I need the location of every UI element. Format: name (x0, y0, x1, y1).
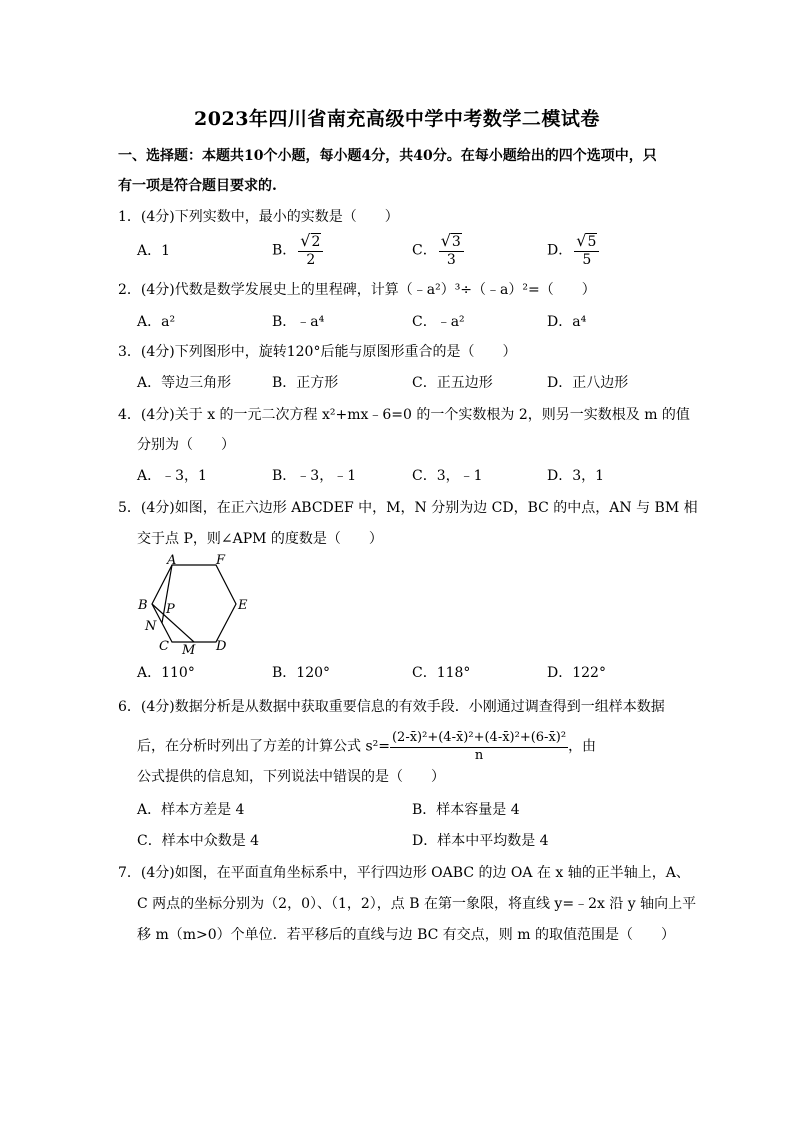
q5-stem-line1: 5．(4分)如图，在正六边形 ABCDEF 中，M，N 分别为边 CD，BC 的中点，AN 与 BM 相 (118, 500, 698, 516)
label-d: D (216, 639, 227, 654)
q2-option-c: C．﹣a² (412, 314, 465, 330)
q2-option-a: A．a² (137, 314, 176, 330)
label-c: C (159, 639, 169, 654)
q6-stem-line2-prefix: 后，在分析时列出了方差的计算公式 s²= (137, 738, 390, 755)
q6-stem-line1: 6．(4分)数据分析是从数据中获取重要信息的有效手段．小刚通过调查得到一组样本数据 (118, 699, 665, 715)
q5-stem-line2: 交于点 P，则∠APM 的度数是（ ） (137, 531, 383, 547)
q2-stem: 2．(4分)代数是数学发展史上的里程碑，计算（﹣a²）³÷（﹣a）²=（ ） (118, 282, 596, 298)
q1-b-radicand: 2 (311, 234, 321, 250)
label-p: P (166, 602, 175, 617)
q6-stem-line3: 公式提供的信息知，下列说法中错误的是（ ） (137, 769, 445, 785)
q1-stem: 1．(4分)下列实数中，最小的实数是（ ） (118, 209, 399, 225)
q7-stem-line3: 移 m（m>0）个单位．若平移后的直线与边 BC 有交点，则 m 的取值范围是（ ） (137, 927, 675, 943)
q5-option-b: B．120° (272, 665, 331, 681)
q6-stem-line2 (137, 729, 596, 764)
section-heading-line2: 有一项是符合题目要求的. (118, 178, 277, 194)
q1-option-c (412, 232, 464, 269)
q5-option-c: C．118° (412, 665, 471, 681)
q4-option-c: C．3，﹣1 (412, 468, 483, 484)
q1-option-b-label: B． (272, 242, 297, 259)
q3-option-b: B．正方形 (272, 375, 339, 391)
label-m: M (182, 643, 196, 658)
q6-option-d: D．样本中平均数是 4 (412, 833, 549, 849)
q6-option-c: C．样本中众数是 4 (137, 833, 260, 849)
q6-stem-line2-suffix: ，由 (568, 738, 597, 755)
q3-option-c: C．正五边形 (412, 375, 493, 391)
q7-stem-line2: C 两点的坐标分别为（2，0）、（1，2），点 B 在第一象限，将直线 y=﹣2x 沿 y 轴向上平 (137, 896, 697, 912)
q1-c-denominator: 3 (446, 252, 456, 268)
label-n: N (145, 619, 157, 634)
label-a: A (167, 553, 177, 568)
label-e: E (238, 598, 248, 613)
q5-option-a: A．110° (137, 665, 195, 681)
q1-c-radicand: 3 (451, 234, 461, 250)
q3-stem: 3．(4分)下列图形中，旋转120°后能与原图形重合的是（ ） (118, 344, 517, 360)
q2-option-b: B．﹣a⁴ (272, 314, 325, 330)
q4-stem-line1: 4．(4分)关于 x 的一元二次方程 x²+mx﹣6=0 的一个实数根为 2，则另一实数根及 m 的值 (118, 407, 690, 423)
hexagon-shape (152, 565, 236, 642)
page-title: 2023年四川省南充高级中学中考数学二模试卷 (194, 108, 600, 130)
variance-formula-numerator: (2-x̄)²+(4-x̄)²+(4-x̄)²+(6-x̄)² (390, 729, 568, 748)
q1-option-d-label: D． (547, 242, 573, 259)
q2-option-d: D．a⁴ (547, 314, 587, 330)
q1-option-c-fraction: $\frac{√3}{3}$ (439, 232, 464, 269)
q1-b-denominator: 2 (306, 252, 316, 268)
q3-option-a: A．等边三角形 (137, 375, 232, 391)
variance-formula-denominator: n (474, 748, 484, 763)
q6-option-a: A．样本方差是 4 (137, 802, 245, 818)
q1-option-c-label: C． (412, 242, 437, 259)
q4-option-b: B．﹣3，﹣1 (272, 468, 357, 484)
label-b: B (138, 598, 148, 613)
q4-stem-line2: 分别为（ ） (137, 437, 235, 453)
q1-option-b (272, 232, 323, 269)
q4-option-d: D．3，1 (547, 468, 605, 484)
q1-d-radicand: 5 (587, 234, 597, 250)
hexagon-diagram (132, 552, 252, 660)
q1-option-b-fraction: $\frac{√2}{2}$ (298, 232, 323, 269)
q1-d-denominator: 5 (582, 252, 592, 268)
q1-option-d (547, 232, 599, 269)
q7-stem-line1: 7．(4分)如图，在平面直角坐标系中，平行四边形 OABC 的边 OA 在 x 轴的正半轴上，A、 (118, 865, 690, 881)
q1-option-a: A．1 (137, 243, 171, 259)
label-f: F (216, 553, 226, 568)
section-heading-line1: 一、选择题：本题共10个小题，每小题4分，共40分。在每小题给出的四个选项中，只 (118, 148, 657, 164)
q6-option-b: B．样本容量是 4 (412, 802, 520, 818)
q5-option-d: D．122° (547, 665, 606, 681)
variance-formula (390, 729, 568, 764)
q4-option-a: A．﹣3，1 (137, 468, 207, 484)
q3-option-d: D．正八边形 (547, 375, 629, 391)
q1-option-d-fraction: $\frac{√5}{5}$ (574, 232, 599, 269)
